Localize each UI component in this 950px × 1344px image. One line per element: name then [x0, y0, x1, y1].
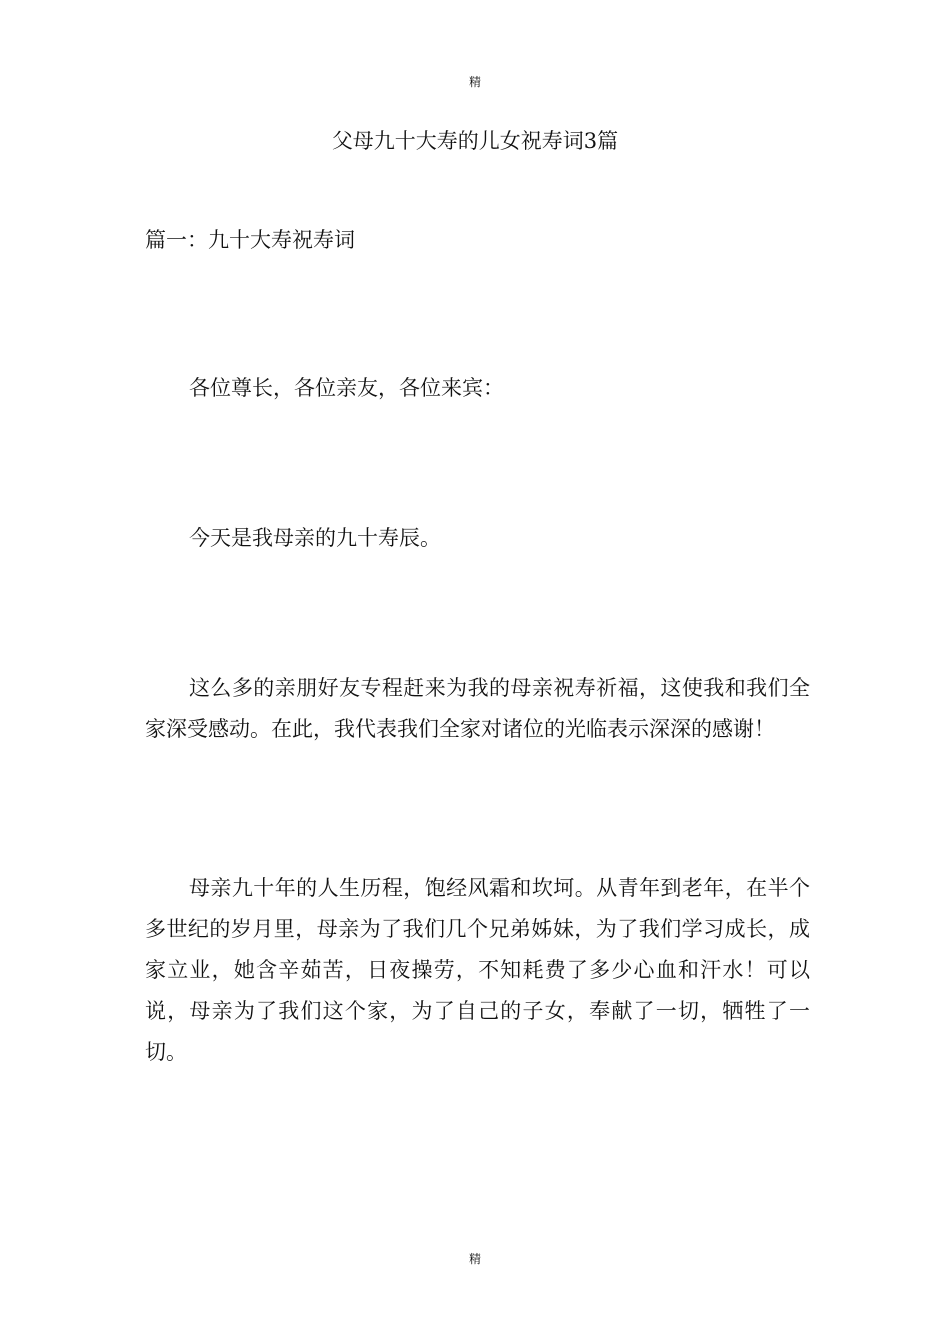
page-header-mark: 精 [468, 75, 481, 89]
paragraph-greeting: 各位尊长，各位亲友，各位来宾： [189, 376, 504, 400]
paragraph-mother-life: 母亲九十年的人生历程，饱经风霜和坎坷。从青年到老年，在半个多世纪的岁月里，母亲为了我们几个兄弟姊妹，为了我们学习成长，成家立业，她含辛茹苦，日夜操劳，不知耗费了多少心血和汗水！可以说，母亲为了我们这个家，为了自己的子女，奉献了一切，牺牲了一切。 [145, 876, 810, 1064]
document-title: 父母九十大寿的儿女祝寿词3篇 [331, 129, 619, 153]
page-footer-mark: 精 [468, 1252, 481, 1266]
paragraph-thanks: 这么多的亲朋好友专程赶来为我的母亲祝寿祈福，这使我和我们全家深受感动。在此，我代表我们全家对诸位的光临表示深深的感谢！ [145, 676, 810, 741]
paragraph-occasion: 今天是我母亲的九十寿辰。 [189, 526, 441, 550]
section-heading: 篇一：九十大寿祝寿词 [145, 228, 355, 252]
